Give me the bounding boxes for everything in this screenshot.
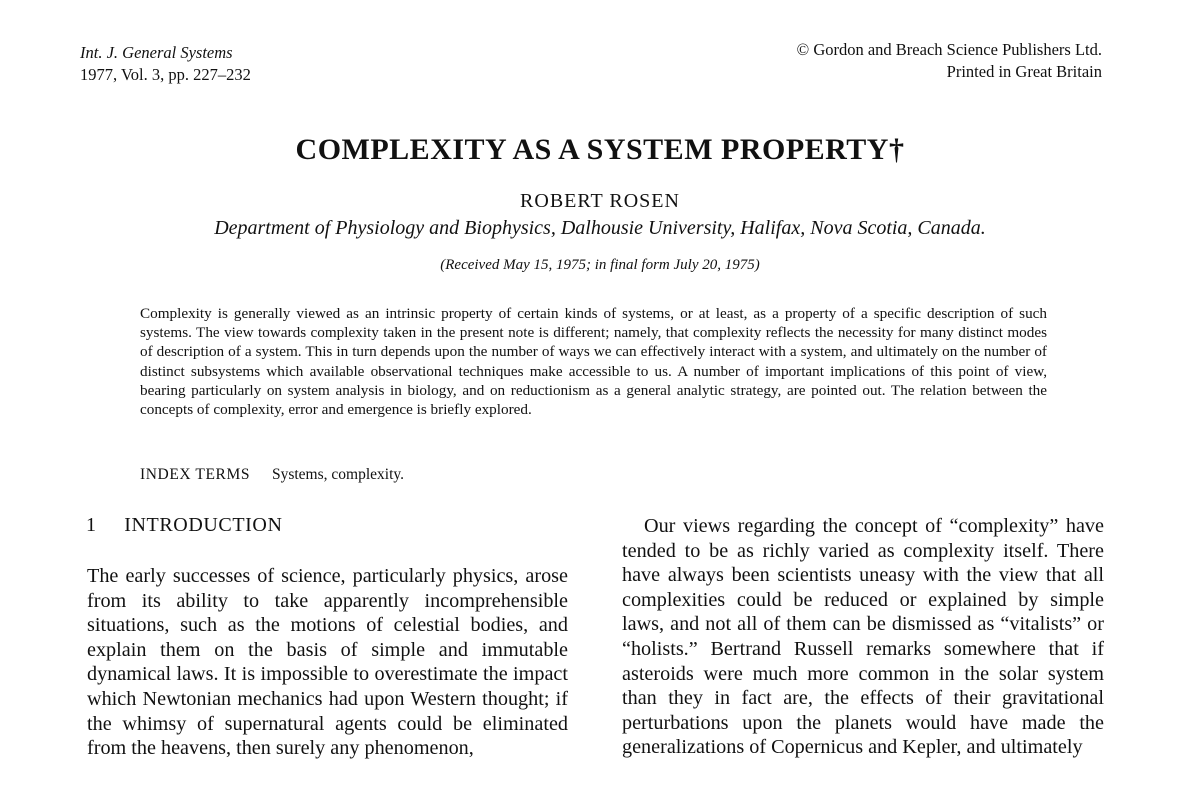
journal-name: Int. J. General Systems <box>80 43 233 62</box>
section-heading <box>86 514 283 537</box>
author-affiliation: Department of Physiology and Biophysics, Dalhousie University, Halifax, Nova Scotia, Canada. <box>214 217 986 239</box>
journal-citation <box>80 42 251 86</box>
section-number: 1 <box>86 514 97 536</box>
abstract: Complexity is generally viewed as an intrinsic property of certain kinds of systems, or at least, as a property of a specific description of such systems. The view towards complexity taken in the present note is different; namely, that complexity reflects the necessity for many distinct modes of description of a system. This in turn depends upon the number of ways we can effectively interact with a system, and ultimately on the number of distinct subsystems which available observational techniques make accessible to us. A number of important implications of this point of view, bearing particularly on system analysis in biology, and on reductionism as a general analytic strategy, are pointed out. The relation between the concepts of complexity, error and emergence is briefly explored. <box>140 305 1047 419</box>
paper-title: COMPLEXITY AS A SYSTEM PROPERTY† <box>295 133 905 166</box>
author-name: ROBERT ROSEN <box>520 190 680 212</box>
index-terms-value: Systems, complexity. <box>271 466 404 483</box>
index-terms-label: INDEX TERMS <box>140 466 251 483</box>
section-title: INTRODUCTION <box>124 514 283 536</box>
body-text-left-column: The early successes of science, particularly physics, arose from its ability to take apparently incomprehensible situations, such as the motions of celestial bodies, and explain them on the basis of simple and immutable dynamical laws. It is impossible to overestimate the impact which Newtonian mechanics had upon Western thought; if the whimsy of supernatural agents could be eliminated from the heavens, then surely any phenomenon, <box>87 565 568 760</box>
publisher-notice <box>797 39 1102 83</box>
volume-info: 1977, Vol. 3, pp. 227–232 <box>80 65 251 84</box>
printed-line: Printed in Great Britain <box>946 62 1102 81</box>
index-terms <box>140 466 404 484</box>
body-text-right-column: Our views regarding the concept of “complexity” have tended to be as richly varied as complexity itself. There have always been scientists uneasy with the view that all complexities could be reduced or explained by simple laws, and not all of them can be dismissed as “vitalists” or “holists.” Bertrand Russell remarks somewhere that if asteroids were much more common in the solar system than they in fact are, the effects of their gravitational perturbations upon the planets would have made the generalizations of Copernicus and Kepler, and ultimately <box>622 515 1104 759</box>
received-dates: (Received May 15, 1975; in final form July 20, 1975) <box>440 257 760 273</box>
copyright-line: © Gordon and Breach Science Publishers Ltd. <box>796 40 1102 59</box>
